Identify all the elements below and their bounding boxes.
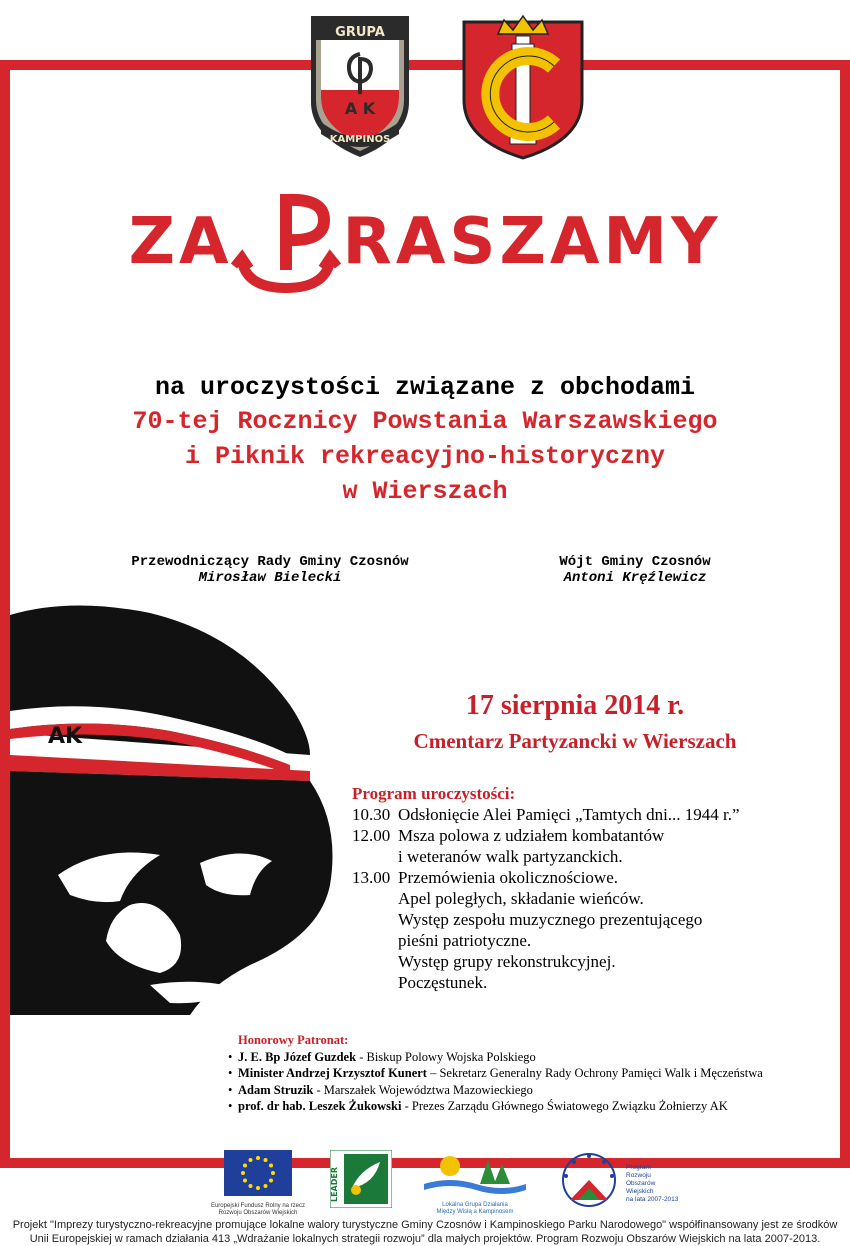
program-text: Przemówienia okolicznościowe. xyxy=(398,868,618,887)
title-part-1: ZA xyxy=(128,205,233,279)
program-time: 12.00 xyxy=(352,826,391,845)
event-place: Cmentarz Partyzancki w Wierszach xyxy=(413,729,737,753)
prow-line: Rozwoju xyxy=(626,1172,651,1179)
program-time xyxy=(352,972,398,993)
program-row xyxy=(352,930,832,951)
lgd-logo xyxy=(420,1150,530,1216)
headline-line-1: na uroczystości związane z obchodami xyxy=(154,373,696,402)
footer-line-2: Unii Europejskiej w ramach działania 413 „Wdrażanie lokalnych strategii rozwoju” dla małych projektów. Program Rozwoju Obszarów Wiejskich na lata 2007-2013. xyxy=(29,1233,821,1245)
patron-item: • J. E. Bp Józef Guzdek - Biskup Polowy Wojska Polskiego xyxy=(228,1049,536,1064)
leader-text: LEADER xyxy=(330,1166,339,1202)
funders-strip xyxy=(0,1150,850,1216)
program-text: Msza polowa z udziałem kombatantów xyxy=(398,826,665,845)
patron-name: prof. dr hab. Leszek Żukowski xyxy=(238,1099,402,1113)
helmet-band-text: AK xyxy=(48,724,83,749)
prow-line: na lata 2007-2013 xyxy=(626,1196,679,1203)
signer-mayor xyxy=(520,554,750,586)
program-row xyxy=(352,867,832,888)
program-row xyxy=(352,846,832,867)
title-part-2: RASZAMY xyxy=(342,205,722,279)
program-row xyxy=(352,909,832,930)
patron-item: • Minister Andrzej Krzysztof Kunert – Sekretarz Generalny Rady Ochrony Pamięci Walk i Męczeństwa xyxy=(228,1066,763,1080)
logo-ak-text: A K xyxy=(344,99,376,118)
headline-line-2: 70-tej Rocznicy Powstania Warszawskiego xyxy=(132,407,718,436)
program-time xyxy=(352,909,398,930)
signer-role: Wójt Gminy Czosnów xyxy=(559,554,711,570)
headline-line-3: i Piknik rekreacyjno-historyczny xyxy=(184,442,666,471)
prow-line: Wiejskich xyxy=(626,1188,654,1195)
program-text: Odsłonięcie Alei Pamięci „Tamtych dni... 1944 r.” xyxy=(398,805,740,824)
eu-caption-1: Europejski Fundusz Rolny na rzecz xyxy=(210,1203,306,1209)
patron-name: Adam Struzik xyxy=(238,1082,314,1097)
grupa-kampinos-logo xyxy=(307,12,413,160)
signer-role: Przewodniczący Rady Gminy Czosnów xyxy=(131,554,409,570)
prow-logo xyxy=(556,1150,622,1215)
program-time xyxy=(352,930,398,951)
czosnow-coat-of-arms-icon xyxy=(458,12,588,160)
program-text: Występ grupy rekonstrukcyjnej. xyxy=(398,952,616,971)
signer-name: Mirosław Bielecki xyxy=(198,570,342,586)
program-text: i weteranów walk partyzanckich. xyxy=(398,847,623,866)
eu-caption-2: Rozwoju Obszarów Wiejskich xyxy=(218,1210,298,1216)
footer-note xyxy=(0,1218,850,1246)
headline-line-4: w Wierszach xyxy=(342,477,508,506)
program-time: 10.30 xyxy=(352,805,391,824)
patrons-section xyxy=(228,1032,838,1115)
soldier-helmet-illustration xyxy=(10,605,350,1035)
program-row xyxy=(352,951,832,972)
patron-role: – Sekretarz Generalny Rady Ochrony Pamięci Walk i Męczeństwa xyxy=(426,1066,763,1080)
page-title xyxy=(0,205,850,279)
lgd-caption-1: Lokalna Grupa Działania xyxy=(442,1202,508,1208)
lgd-caption-2: Między Wisłą a Kampinosem xyxy=(436,1209,514,1215)
program-row xyxy=(352,825,832,846)
program-row xyxy=(352,888,832,909)
program-text: pieśni patriotyczne. xyxy=(398,931,532,950)
signer-chairman xyxy=(100,554,440,586)
program-time xyxy=(352,888,398,909)
prow-line: Obszarów xyxy=(626,1180,656,1187)
patron-role: - Biskup Polowy Wojska Polskiego xyxy=(356,1049,536,1064)
prow-line: Program xyxy=(626,1164,651,1171)
program-section xyxy=(352,783,832,993)
program-heading: Program uroczystości: xyxy=(352,784,516,803)
program-text: Poczęstunek. xyxy=(398,973,488,992)
program-row xyxy=(352,804,832,825)
patron-name: Minister Andrzej Krzysztof Kunert xyxy=(238,1066,427,1080)
logo-bottom-text: KAMPINOS xyxy=(329,134,391,145)
patron-role: - Prezes Zarządu Głównego Światowego Związku Żołnierzy AK xyxy=(401,1099,728,1113)
eu-flag-logo xyxy=(210,1150,308,1217)
patrons-heading: Honorowy Patronat: xyxy=(238,1033,349,1047)
patron-role: - Marszałek Województwa Mazowieckiego xyxy=(313,1082,533,1097)
footer-line-1: Projekt "Imprezy turystyczno-rekreacyjne promujące lokalne walory turystyczne Gminy Czosnów i Kampinoskiego Parku Narodowego" współfinansowany jest ze środków xyxy=(12,1219,838,1231)
leader-logo xyxy=(330,1150,392,1213)
prow-text xyxy=(626,1164,678,1204)
logo-top-text: GRUPA xyxy=(335,25,385,40)
signer-name: Antoni Kręźlewicz xyxy=(563,570,707,586)
program-text: Występ zespołu muzycznego prezentującego xyxy=(398,910,703,929)
patron-item: • prof. dr hab. Leszek Żukowski - Prezes Zarządu Głównego Światowego Związku Żołnierzy AK xyxy=(228,1099,728,1113)
patron-name: J. E. Bp Józef Guzdek xyxy=(238,1049,357,1064)
kotwica-icon xyxy=(233,205,343,279)
program-text: Apel poległych, składanie wieńców. xyxy=(398,889,644,908)
patron-item: • Adam Struzik - Marszałek Województwa Mazowieckiego xyxy=(228,1082,533,1097)
event-date: 17 sierpnia 2014 r. xyxy=(465,690,685,721)
program-time: 13.00 xyxy=(352,868,391,887)
program-time xyxy=(352,846,398,867)
program-time xyxy=(352,951,398,972)
program-row xyxy=(352,972,832,993)
